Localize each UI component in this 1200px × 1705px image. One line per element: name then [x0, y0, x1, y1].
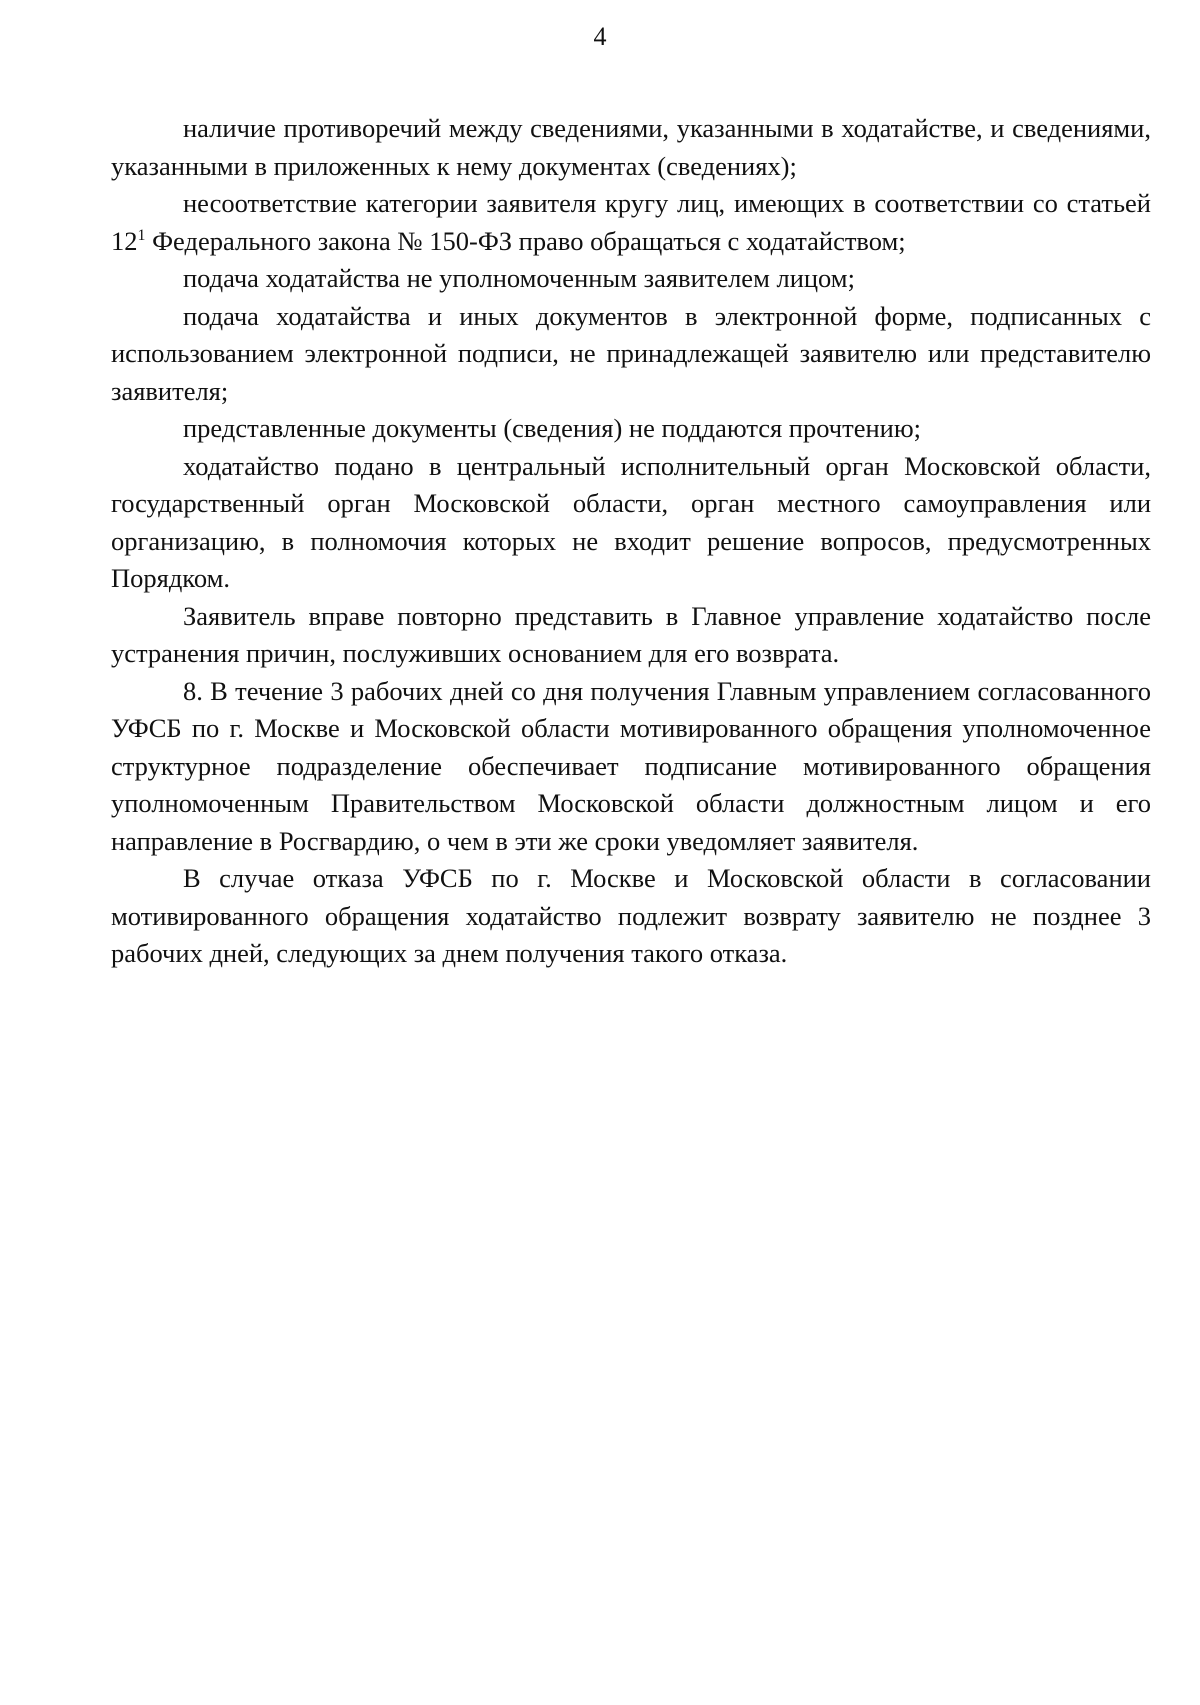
- paragraph-applicant-category-tail: Федерального закона № 150-ФЗ право обращаться с ходатайством;: [145, 225, 906, 256]
- paragraph-refusal: В случае отказа УФСБ по г. Москве и Московской области в согласовании мотивированного обращения ходатайство подлежит возврату заявителю не позднее 3 рабочих дней, следующих за днем получения такого отказа.: [111, 863, 1151, 968]
- paragraph-electronic-signature: подача ходатайства и иных документов в электронной форме, подписанных с использованием электронной подписи, не принадлежащей заявителю или представителю заявителя;: [111, 300, 1151, 406]
- article-superscript: 1: [137, 226, 146, 244]
- paragraph-applicant-category-text: несоответствие категории заявителя кругу лиц, имеющих в соответствии со статьей 12: [111, 188, 1151, 256]
- paragraph-item-8: 8. В течение 3 рабочих дней со дня получения Главным управлением согласованного УФСБ по г. Москве и Московской области мотивированного обращения уполномоченное структурное подразделение обеспечивает подписание мотивированного обращения уполномоченным Правительством Московской области должностным лицом и его направление в Росгвардию, о чем в эти же сроки уведомляет заявителя.: [111, 675, 1151, 856]
- paragraph-unreadable-documents: представленные документы (сведения) не поддаются прочтению;: [183, 413, 922, 443]
- paragraph-unauthorized-person: подача ходатайства не уполномоченным заявителем лицом;: [183, 263, 855, 293]
- paragraph-wrong-authority: ходатайство подано в центральный исполнительный орган Московской области, государственный орган Московской области, орган местного самоуправления или организацию, в полномочия которых не входит решение вопросов, предусмотренных Порядком.: [111, 450, 1151, 593]
- paragraph-resubmission: Заявитель вправе повторно представить в Главное управление ходатайство после устранения причин, послуживших основанием для его возврата.: [111, 600, 1151, 668]
- paragraph-applicant-category: [111, 185, 1151, 260]
- paragraph-contradictions: наличие противоречий между сведениями, указанными в ходатайстве, и сведениями, указанными в приложенных к нему документах (сведениях);: [111, 113, 1151, 181]
- page-number: 4: [593, 22, 607, 51]
- document-body: [111, 110, 1151, 973]
